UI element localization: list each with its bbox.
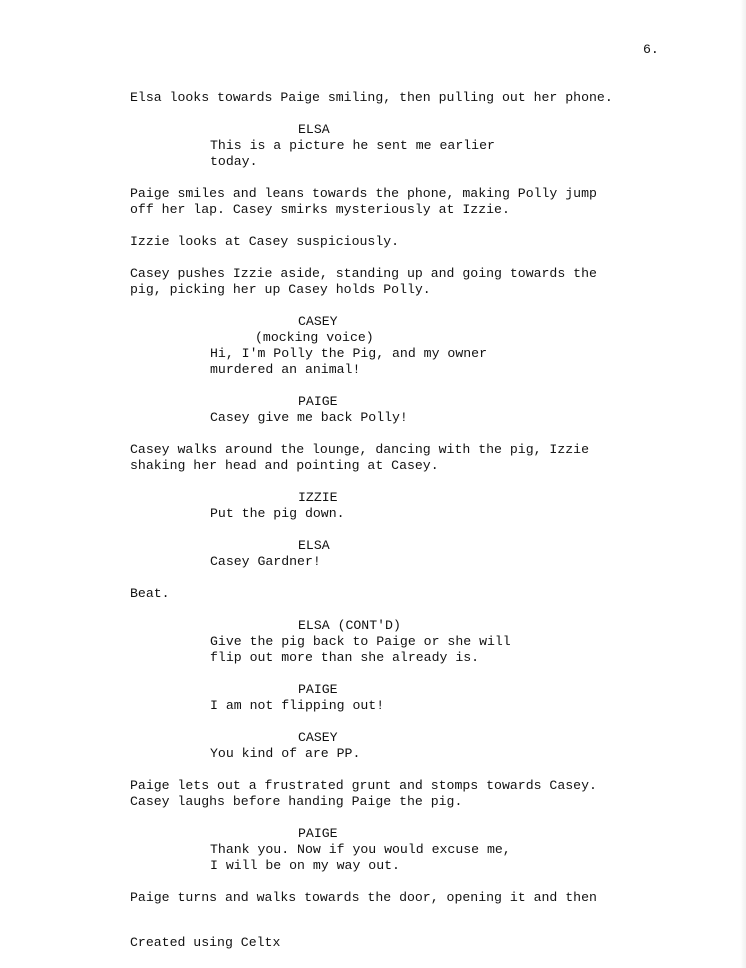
- action-line: Casey pushes Izzie aside, standing up and going towards the pig, picking her up Casey holds Polly.: [130, 266, 597, 297]
- page-edge-shadow: [740, 0, 746, 968]
- character-name: PAIGE: [298, 826, 338, 841]
- action-line: Paige smiles and leans towards the phone, making Polly jump off her lap. Casey smirks mysteriously at Izzie.: [130, 186, 597, 217]
- footer-credit: Created using Celtx: [130, 935, 281, 950]
- dialogue: Casey give me back Polly!: [210, 410, 408, 425]
- dialogue: Give the pig back to Paige or she will flip out more than she already is.: [210, 634, 511, 665]
- page-number: 6.: [643, 42, 659, 57]
- action-line: Paige turns and walks towards the door, opening it and then: [130, 890, 597, 905]
- character-name: IZZIE: [298, 490, 338, 505]
- dialogue: Thank you. Now if you would excuse me, I will be on my way out.: [210, 842, 511, 873]
- script-body: [130, 90, 690, 906]
- character-name: CASEY: [298, 730, 338, 745]
- dialogue: Casey Gardner!: [210, 554, 321, 569]
- dialogue: Put the pig down.: [210, 506, 345, 521]
- character-name: ELSA: [298, 122, 330, 137]
- parenthetical: (mocking voice): [255, 330, 374, 345]
- dialogue: This is a picture he sent me earlier today.: [210, 138, 495, 169]
- action-line: Elsa looks towards Paige smiling, then pulling out her phone.: [130, 90, 613, 105]
- action-line: Paige lets out a frustrated grunt and stomps towards Casey. Casey laughs before handing Paige the pig.: [130, 778, 597, 809]
- character-name: PAIGE: [298, 682, 338, 697]
- action-line: Beat.: [130, 586, 170, 601]
- dialogue: Hi, I'm Polly the Pig, and my owner murdered an animal!: [210, 346, 487, 377]
- character-name: ELSA (CONT'D): [298, 618, 401, 633]
- dialogue: I am not flipping out!: [210, 698, 385, 713]
- character-name: PAIGE: [298, 394, 338, 409]
- action-line: Casey walks around the lounge, dancing with the pig, Izzie shaking her head and pointing at Casey.: [130, 442, 589, 473]
- dialogue: You kind of are PP.: [210, 746, 361, 761]
- character-name: ELSA: [298, 538, 330, 553]
- action-line: Izzie looks at Casey suspiciously.: [130, 234, 400, 249]
- character-name: CASEY: [298, 314, 338, 329]
